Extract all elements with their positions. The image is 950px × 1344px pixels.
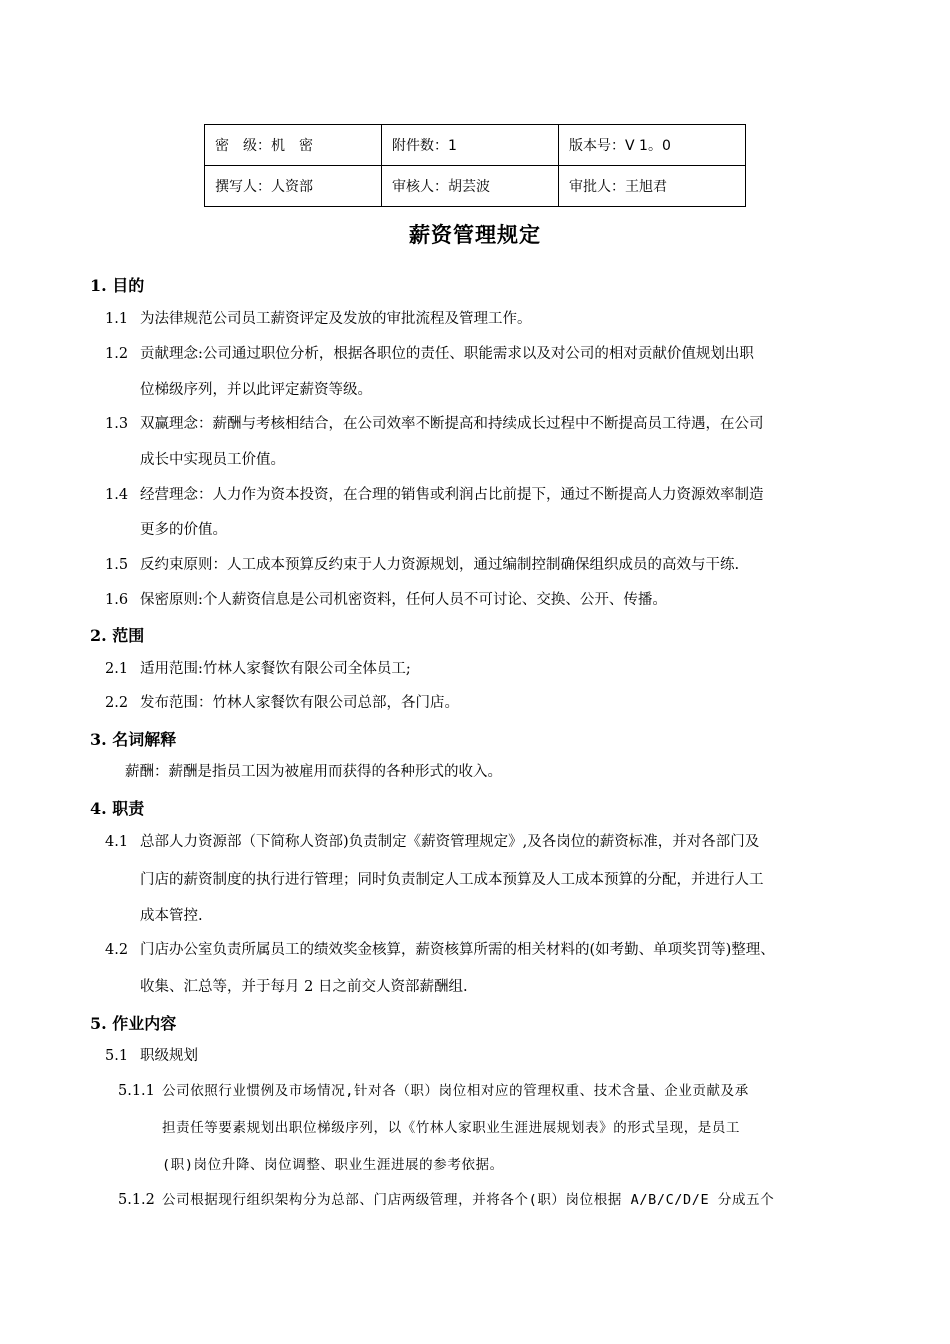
approver-cell: 审批人：王旭君 [559,166,746,207]
document-title: 薪资管理规定 [409,223,541,247]
item-text: 双赢理念：薪酬与考核相结合，在公司效率不断提高和持续成长过程中不断提高员工待遇，在公司 [140,416,764,432]
confidentiality-cell: 密 级：机 密 [205,125,382,166]
item-number: 2.1 [105,661,129,677]
item-number: 1.3 [105,416,129,432]
item-number: 5.1 [105,1048,129,1064]
attachments-cell: 附件数：1 [382,125,559,166]
section-heading: 2. 范围 [90,626,145,645]
item-number: 4.1 [105,834,129,850]
item-number: 1.4 [105,487,129,503]
item-number: 4.2 [105,942,129,958]
author-cell: 撰写人：人资部 [205,166,382,207]
document-info-table [204,124,746,207]
version-cell: 版本号：V 1。0 [559,125,746,166]
item-text: 位梯级序列，并以此评定薪资等级。 [140,382,372,398]
info-row [205,166,746,207]
item-text: 反约束原则：人工成本预算反约束于人力资源规划，通过编制控制确保组织成员的高效与干练. [140,557,740,573]
definition-text: 薪酬：薪酬是指员工因为被雇用而获得的各种形式的收入。 [125,764,502,780]
item-text: 公司根据现行组织架构分为总部、门店两级管理，并将各个(职）岗位根据 A/B/C/D/E 分成五个 [162,1192,775,1208]
item-number: 1.5 [105,557,129,573]
item-text: 适用范围:竹林人家餐饮有限公司全体员工; [140,661,411,677]
item-number: 1.2 [105,346,129,362]
item-text: 收集、汇总等，并于每月 2 日之前交人资部薪酬组. [140,979,468,995]
item-text: (职)岗位升降、岗位调整、职业生涯进展的参考依据。 [162,1157,504,1173]
item-text: 职级规划 [140,1048,198,1064]
item-number: 5.1.2 [118,1192,155,1208]
item-text: 更多的价值。 [140,522,227,538]
item-text: 门店的薪资制度的执行进行管理；同时负责制定人工成本预算及人工成本预算的分配，并进行人工 [140,872,764,888]
item-number: 2.2 [105,695,129,711]
item-text: 总部人力资源部（下简称人资部)负责制定《薪资管理规定》,及各岗位的薪资标准，并对各部门及 [140,834,760,850]
item-number: 5.1.1 [118,1083,155,1099]
section-heading: 5. 作业内容 [90,1014,177,1033]
item-text: 保密原则:个人薪资信息是公司机密资料，任何人员不可讨论、交换、公开、传播。 [140,592,667,608]
item-text: 成长中实现员工价值。 [140,452,285,468]
item-text: 经营理念：人力作为资本投资，在合理的销售或利润占比前提下，通过不断提高人力资源效率制造 [140,487,764,503]
section-heading: 4. 职责 [90,799,145,818]
item-text: 成本管控. [140,908,203,924]
info-row [205,125,746,166]
reviewer-cell: 审核人：胡芸波 [382,166,559,207]
item-text: 发布范围：竹林人家餐饮有限公司总部，各门店。 [140,695,459,711]
item-text: 公司依照行业惯例及市场情况,针对各（职）岗位相对应的管理权重、技术含量、企业贡献及承 [162,1083,749,1099]
item-text: 担责任等要素规划出职位梯级序列，以《竹林人家职业生涯进展规划表》的形式呈现，是员工 [162,1120,741,1136]
section-heading: 3. 名词解释 [90,730,177,749]
item-number: 1.6 [105,592,129,608]
item-text: 贡献理念:公司通过职位分析，根据各职位的责任、职能需求以及对公司的相对贡献价值规划出职 [140,346,754,362]
section-heading: 1. 目的 [90,276,145,295]
item-text: 门店办公室负责所属员工的绩效奖金核算，薪资核算所需的相关材料的(如考勤、单项奖罚等)整理、 [140,942,775,958]
item-number: 1.1 [105,311,129,327]
item-text: 为法律规范公司员工薪资评定及发放的审批流程及管理工作。 [140,311,532,327]
